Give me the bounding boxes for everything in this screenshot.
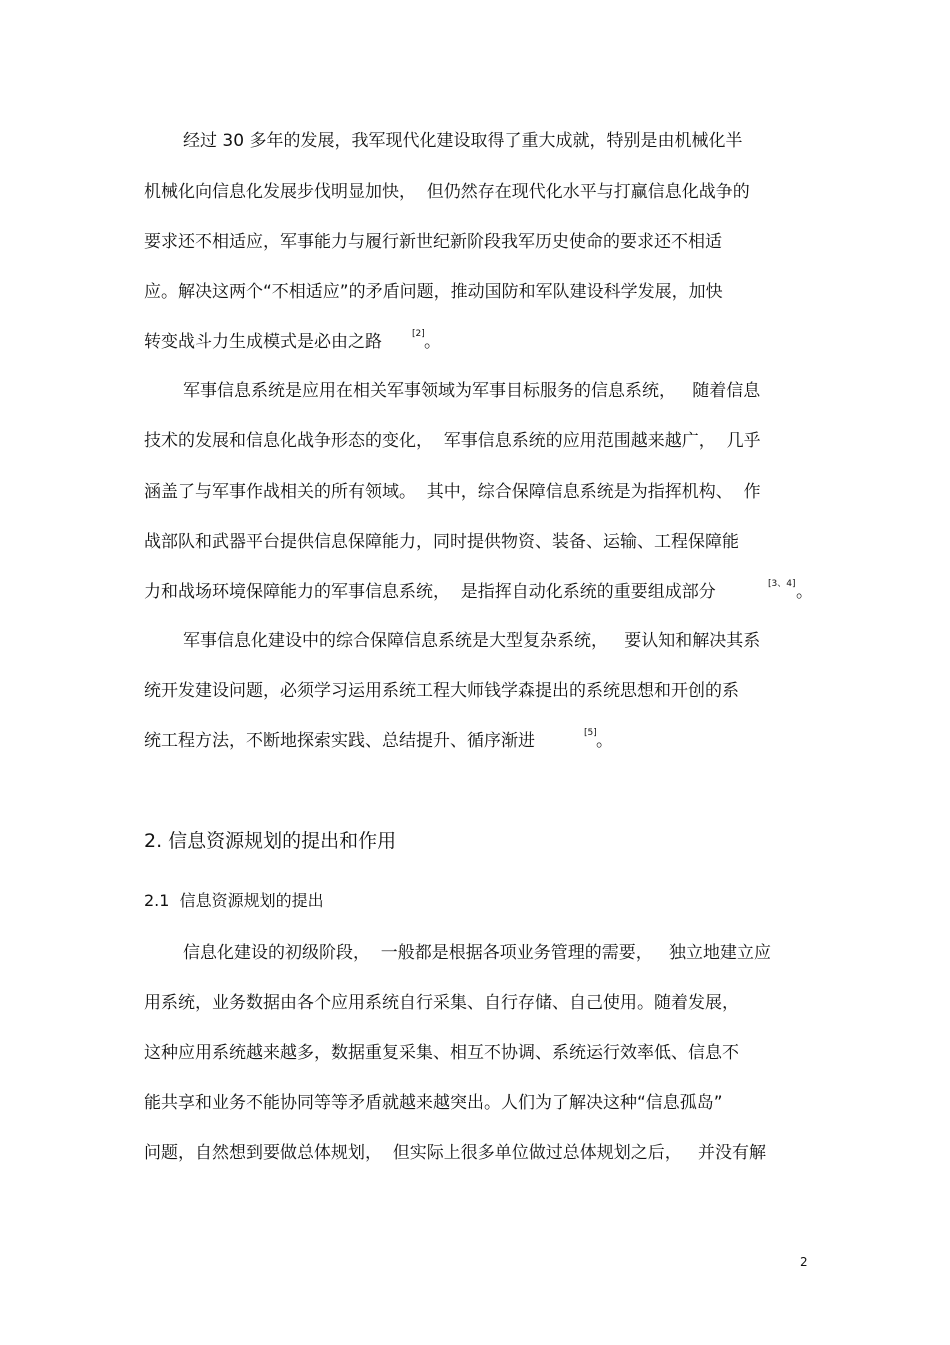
body-text-line: 。 bbox=[796, 582, 813, 602]
body-text-line: 技术的发展和信息化战争形态的变化， 军事信息系统的应用范围越来越广， 几乎 bbox=[144, 431, 761, 451]
body-text-line: 信息化建设的初级阶段， 一般都是根据各项业务管理的需要， 独立地建立应 bbox=[183, 943, 772, 963]
body-text-line: 涵盖了与军事作战相关的所有领域。 其中，综合保障信息系统是为指挥机构、 作 bbox=[144, 482, 761, 502]
body-text-line: 统开发建设问题，必须学习运用系统工程大师钱学森提出的系统思想和开创的系 bbox=[144, 681, 739, 701]
body-text-line: 战部队和武器平台提供信息保障能力，同时提供物资、装备、运输、工程保障能 bbox=[144, 532, 739, 552]
citation-superscript: [5] bbox=[584, 728, 597, 738]
body-text-line: 要求还不相适应，军事能力与履行新世纪新阶段我军历史使命的要求还不相适 bbox=[144, 232, 722, 252]
body-text-line: 。 bbox=[596, 731, 613, 751]
body-text-line: 经过 30 多年的发展，我军现代化建设取得了重大成就，特别是由机械化半 bbox=[183, 131, 743, 151]
citation-superscript: [2] bbox=[412, 329, 425, 339]
body-text-line: 应。解决这两个“不相适应”的矛盾问题，推动国防和军队建设科学发展，加快 bbox=[144, 282, 723, 302]
body-text-line: 统工程方法，不断地探索实践、总结提升、循序渐进 bbox=[144, 731, 535, 751]
body-text-line: 军事信息系统是应用在相关军事领域为军事目标服务的信息系统， 随着信息 bbox=[183, 381, 761, 401]
body-text-line: 问题，自然想到要做总体规划， 但实际上很多单位做过总体规划之后， 并没有解 bbox=[144, 1143, 767, 1163]
subsection-heading: 2.1 信息资源规划的提出 bbox=[144, 891, 324, 910]
body-text-line: 力和战场环境保障能力的军事信息系统， 是指挥自动化系统的重要组成部分 bbox=[144, 582, 716, 602]
citation-superscript: [3、4] bbox=[768, 579, 796, 589]
body-text-line: 用系统，业务数据由各个应用系统自行采集、自行存储、自己使用。随着发展， bbox=[144, 993, 739, 1013]
body-text-line: 能共享和业务不能协同等等矛盾就越来越突出。人们为了解决这种“信息孤岛” bbox=[144, 1093, 723, 1113]
body-text-line: 机械化向信息化发展步伐明显加快， 但仍然存在现代化水平与打赢信息化战争的 bbox=[144, 182, 750, 202]
body-text-line: 这种应用系统越来越多，数据重复采集、相互不协调、系统运行效率低、信息不 bbox=[144, 1043, 739, 1063]
body-text-line: 转变战斗力生成模式是必由之路 bbox=[144, 332, 382, 352]
section-heading: 2. 信息资源规划的提出和作用 bbox=[144, 830, 397, 852]
body-text-line: 。 bbox=[424, 332, 441, 352]
page-number: 2 bbox=[800, 1255, 808, 1269]
body-text-line: 军事信息化建设中的综合保障信息系统是大型复杂系统， 要认知和解决其系 bbox=[183, 631, 761, 651]
